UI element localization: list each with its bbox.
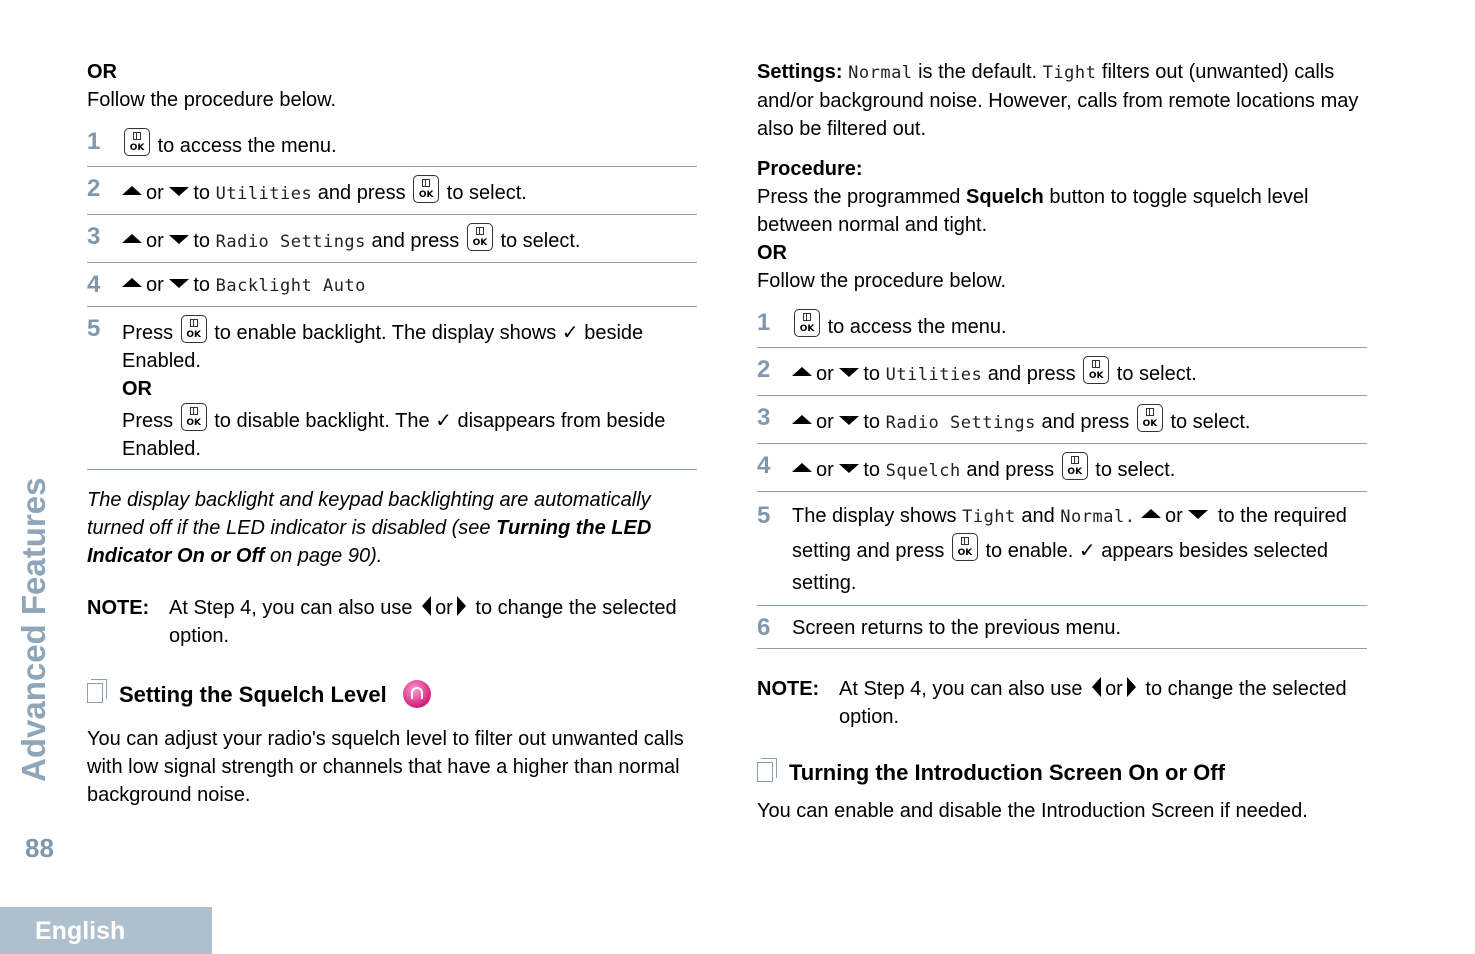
to-text: to [863,363,881,385]
right-column [757,58,1367,825]
up-arrow-icon [1141,509,1161,518]
menu-item: Backlight Auto [215,276,366,296]
or-label: OR [122,378,152,400]
section-side-title: Advanced Features [15,477,52,782]
step-number: 5 [87,315,101,342]
disable-text: to disable backlight. The [214,410,430,432]
follow-text: Follow the procedure below. [757,270,1007,292]
note-text-end: to change the selected option. [839,678,1347,728]
menu-item: Squelch [885,461,961,481]
and-press-text: and press [371,230,460,252]
step-number: 4 [757,452,771,479]
setting-value-tight: Tight [962,507,1016,527]
ok-button-icon: OK [181,403,207,431]
ok-button-icon: OK [1062,452,1088,480]
ok-button-icon: OK [1137,404,1163,432]
settings-paragraph: Settings: Normal is the default. Tight filters out (unwanted) calls and/or background noise. However, calls from remote locations may also be filtered out. [757,61,1359,140]
up-arrow-icon [122,234,142,243]
and-press-text: and press [987,363,1076,385]
step-text-c: to enable. [985,540,1074,562]
procedure-text: Press the programmed Squelch button to toggle squelch level between normal and tight. [757,186,1309,236]
intro-body: You can enable and disable the Introduction Screen if needed. [757,800,1308,822]
step-6 [757,606,1367,649]
step-text: to access the menu. [157,135,337,157]
and-press-text: and press [317,182,406,204]
ok-button-icon: OK [1083,356,1109,384]
menu-item: Utilities [215,184,313,204]
note-block [87,594,697,650]
cross-reference-link[interactable]: Turning the LED Indicator On or Off [87,517,652,567]
to-text: to [863,411,881,433]
and-press-text: and press [1041,411,1130,433]
check-icon: ✓ [1078,540,1096,562]
step-1 [757,301,1367,348]
and-press-text: and press [966,459,1055,481]
down-arrow-icon [169,279,189,288]
step-number: 2 [87,175,101,202]
or-label: OR [757,242,787,264]
right-arrow-icon [457,596,466,616]
to-select-text: to select. [500,230,581,252]
document-icon [757,762,773,782]
procedure-label: Procedure: [757,158,863,180]
step-number: 6 [757,614,771,641]
or-text: or [816,459,834,481]
section-heading: Turning the Introduction Screen On or Off [757,759,1367,787]
language-tab [0,907,212,954]
step-number: 3 [87,223,101,250]
check-icon: ✓ [561,322,579,344]
down-arrow-icon [1188,510,1208,519]
and-text: and [1021,505,1055,527]
left-column [87,58,697,809]
or-text: or [816,411,834,433]
to-text: to [193,230,211,252]
step-number: 5 [757,502,771,529]
step-number: 1 [757,309,771,336]
step-number: 4 [87,271,101,298]
note-label: NOTE: [87,597,150,619]
up-arrow-icon [122,278,142,287]
step-number: 2 [757,356,771,383]
or-text: or [1165,505,1183,527]
section-heading: Setting the Squelch Level [87,680,697,709]
step-number: 3 [757,404,771,431]
step-4 [757,444,1367,492]
enable-text: to enable backlight. The display shows [214,322,557,344]
squelch-body: You can adjust your radio's squelch level to filter out unwanted calls with low signal strength or channels that have a higher than normal background noise. [87,728,684,806]
or-text: or [146,182,164,204]
left-arrow-icon [1092,677,1101,697]
note-text: At Step 4, you can also use [169,597,413,619]
follow-text: Follow the procedure below. [87,89,337,111]
note-text: At Step 4, you can also use [839,678,1083,700]
to-select-text: to select. [1095,459,1176,481]
menu-item: Radio Settings [215,232,366,252]
step-2 [757,348,1367,396]
step-3 [757,396,1367,444]
to-text: to [193,182,211,204]
step-text-d: appears besides selected setting. [792,540,1329,594]
step-text: The display shows [792,505,957,527]
step-text-b: to the required setting and press [792,505,1347,562]
step-number: 1 [87,128,101,155]
setting-value-normal: Normal. [1060,507,1136,527]
check-icon: ✓ [435,410,452,432]
down-arrow-icon [169,235,189,244]
up-arrow-icon [792,463,812,472]
disable-text-end: disappears from beside Enabled. [122,410,666,460]
to-text: to [863,459,881,481]
menu-item: Utilities [885,365,983,385]
squelch-feature-icon [403,680,431,708]
step-2 [87,167,697,215]
down-arrow-icon [169,187,189,196]
ok-button-icon: OK [124,128,150,156]
to-select-text: to select. [1170,411,1251,433]
step-text: Screen returns to the previous menu. [792,617,1122,639]
up-arrow-icon [792,415,812,424]
ok-button-icon: OK [467,223,493,251]
down-arrow-icon [839,416,859,425]
up-arrow-icon [792,367,812,376]
or-text: or [816,363,834,385]
step-3 [87,215,697,263]
step-4 [87,263,697,307]
press-text: Press [122,410,174,432]
ok-button-icon: OK [181,315,207,343]
or-text: or [146,274,164,296]
step-text: to access the menu. [827,316,1007,338]
press-text: Press [122,322,174,344]
backlight-steps [87,120,697,470]
enable-text-end: beside Enabled. [122,322,644,372]
to-text: to [193,274,211,296]
to-select-text: to select. [446,182,527,204]
ok-button-icon: OK [952,533,978,561]
note-label: NOTE: [757,678,820,700]
right-arrow-icon [1127,677,1136,697]
note-block [757,675,1367,731]
note-text-end: to change the selected option. [169,597,677,647]
step-1 [87,120,697,167]
language-label: English [35,917,126,945]
up-arrow-icon [122,186,142,195]
left-arrow-icon [422,596,431,616]
menu-item: Radio Settings [885,413,1036,433]
ok-button-icon: OK [413,175,439,203]
or-text: or [1105,678,1123,700]
or-label: OR [87,61,117,83]
or-text: or [435,597,453,619]
document-icon [87,683,103,703]
or-text: or [146,230,164,252]
page-number: 88 [25,833,54,863]
squelch-steps [757,301,1367,649]
to-select-text: to select. [1116,363,1197,385]
down-arrow-icon [839,368,859,377]
step-5 [757,492,1367,606]
ok-button-icon: OK [794,309,820,337]
step-5 [87,307,697,470]
backlight-note: The display backlight and keypad backlighting are automatically turned off if the LED indicator is disabled (see Turning the LED Indicator On or Off on page 90). [87,489,652,567]
down-arrow-icon [839,464,859,473]
